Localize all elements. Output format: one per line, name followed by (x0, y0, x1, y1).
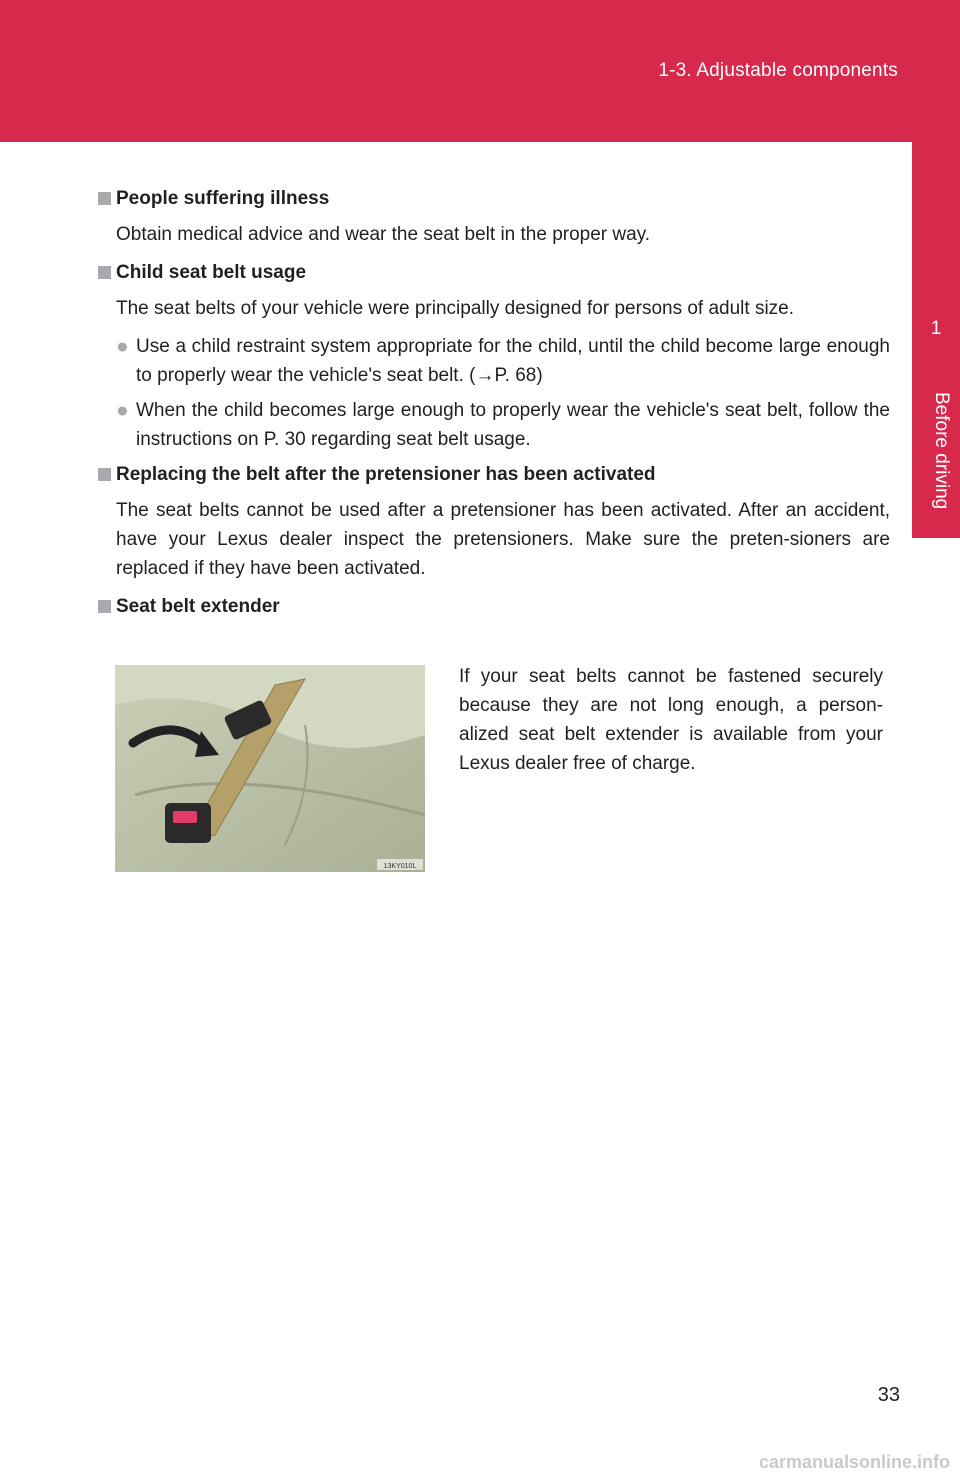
page-number: 33 (877, 1384, 900, 1406)
bullet-item: ● Use a child restraint system appropriate for the child, until the child become large enough to properly wear the vehicle's seat belt. (→P. 68) (116, 332, 890, 390)
section-replacing-belt (98, 460, 890, 583)
bullet-item: ● When the child becomes large enough to properly wear the vehicle's seat belt, follow the instructions on P. 30 regarding seat belt usage. (116, 396, 890, 454)
square-bullet-icon (98, 468, 111, 481)
square-bullet-icon (98, 266, 111, 279)
chapter-number: 1 (930, 318, 942, 339)
section-text: The seat belts cannot be used after a pretensioner has been activated. After an accident, have your Lexus dealer inspect the pretensioners. Make sure the preten-sioners are replaced if they have been activated. (116, 500, 890, 579)
seat-belt-illustration (115, 665, 425, 872)
page-header (0, 0, 960, 142)
figure-code: 13KY010L (383, 863, 417, 870)
circle-bullet-icon: ● (116, 335, 129, 358)
chapter-label: Before driving (931, 392, 952, 510)
section-people-illness (98, 184, 890, 249)
section-heading: Seat belt extender (98, 592, 890, 621)
figure-caption: If your seat belts cannot be fastened securely because they are not long enough, a person-alized seat belt extender is available from your Lexus dealer free of charge. (459, 666, 883, 774)
chapter-label-wrap (931, 392, 960, 510)
footer-watermark: carmanualsonline.info (758, 1452, 950, 1472)
section-text: Obtain medical advice and wear the seat belt in the proper way. (116, 224, 651, 245)
section-heading: People suffering illness (98, 184, 890, 213)
circle-bullet-icon: ● (116, 399, 129, 422)
section-seat-belt-extender (98, 592, 890, 621)
section-title: 1-3. Adjustable components (658, 60, 898, 81)
square-bullet-icon (98, 600, 111, 613)
section-heading: Replacing the belt after the pretensioner has been activated (98, 460, 890, 489)
main-content (98, 184, 890, 621)
section-heading: Child seat belt usage (98, 258, 890, 287)
square-bullet-icon (98, 192, 111, 205)
section-child-seat-belt (98, 258, 890, 454)
section-text: The seat belts of your vehicle were principally designed for persons of adult size. (116, 298, 795, 319)
